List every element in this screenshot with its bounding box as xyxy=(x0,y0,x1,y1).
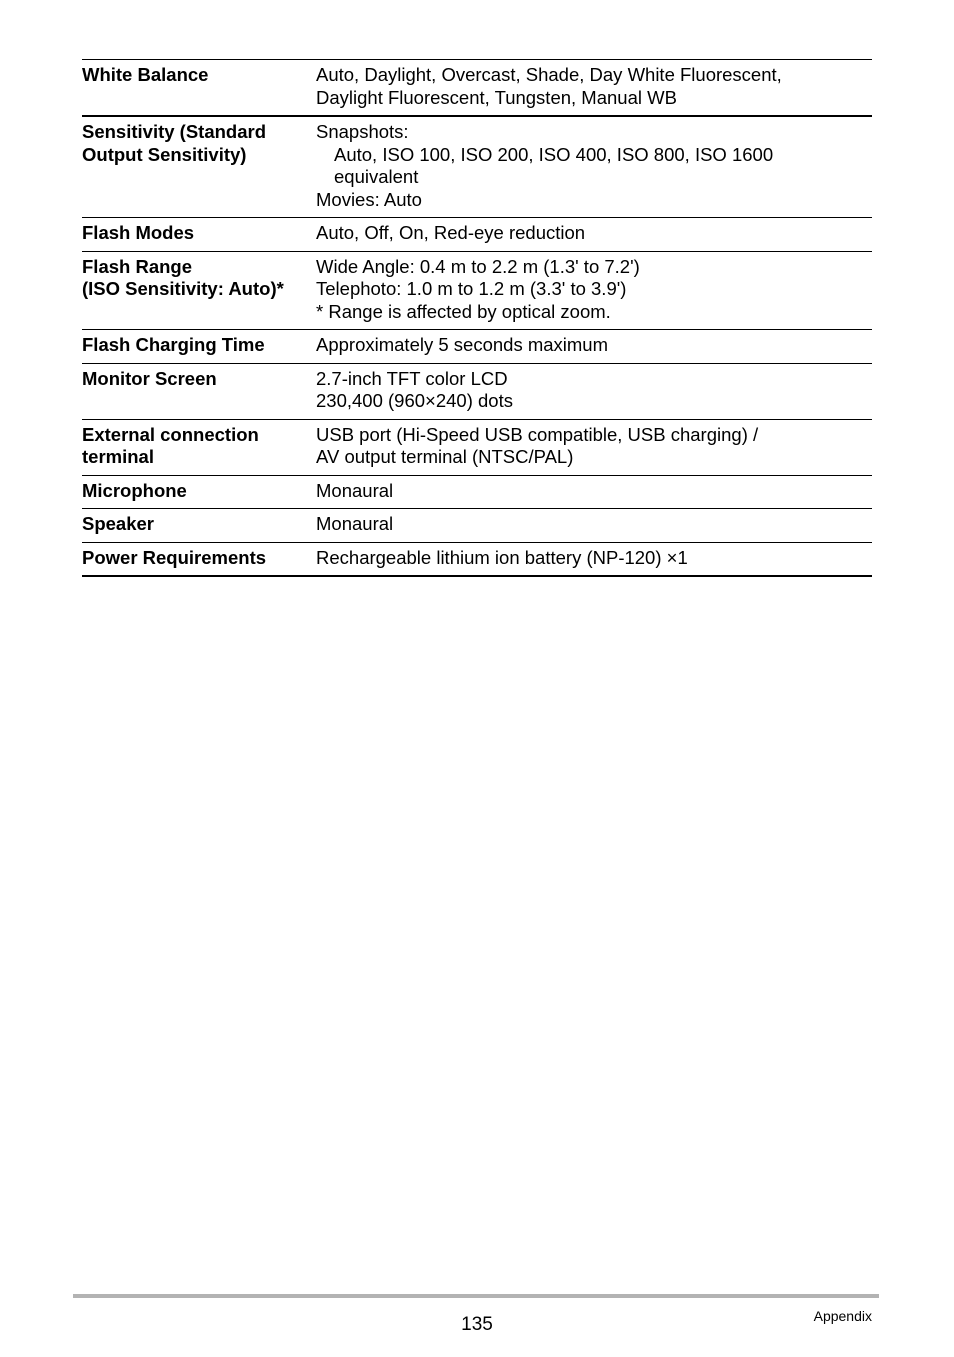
spec-label-line: terminal xyxy=(82,446,154,467)
spec-label xyxy=(82,334,316,357)
spec-value-line: USB port (Hi-Speed USB compatible, USB charging) / xyxy=(316,423,759,445)
spec-row-flash-charging-time xyxy=(82,330,872,364)
spec-row-power-requirements xyxy=(82,543,872,578)
spec-value-line: Approximately 5 seconds maximum xyxy=(316,334,608,355)
spec-label xyxy=(82,368,316,413)
spec-value-line: AV output terminal (NTSC/PAL) xyxy=(316,446,574,467)
spec-value xyxy=(316,424,872,469)
spec-value xyxy=(316,480,872,503)
spec-row-monitor-screen xyxy=(82,364,872,420)
spec-value xyxy=(316,547,872,570)
spec-row-flash-modes xyxy=(82,218,872,252)
spec-label-line: White Balance xyxy=(82,64,209,85)
spec-value-line: Daylight Fluorescent, Tungsten, Manual WB xyxy=(316,86,677,108)
spec-value-line: Auto, Daylight, Overcast, Shade, Day White Fluorescent, xyxy=(316,64,782,85)
spec-value xyxy=(316,334,872,357)
spec-row-microphone xyxy=(82,476,872,510)
spec-label xyxy=(82,222,316,245)
spec-label-line: Microphone xyxy=(82,479,187,501)
spec-row-speaker xyxy=(82,509,872,543)
spec-value-line: Snapshots: xyxy=(316,121,409,142)
spec-value xyxy=(316,64,872,109)
section-name: Appendix xyxy=(813,1308,872,1324)
spec-value-line: Auto, ISO 100, ISO 200, ISO 400, ISO 800, ISO 1600 xyxy=(334,143,774,165)
spec-row-sensitivity xyxy=(82,117,872,218)
spec-value xyxy=(316,256,872,324)
spec-value-line: Auto, Off, On, Red-eye reduction xyxy=(316,222,586,243)
spec-label-line: Output Sensitivity) xyxy=(82,143,247,165)
spec-value-line: Movies: Auto xyxy=(316,188,422,210)
spec-row-flash-range xyxy=(82,252,872,331)
spec-label xyxy=(82,121,316,211)
spec-label-line: (ISO Sensitivity: Auto)* xyxy=(82,278,284,299)
spec-label xyxy=(82,64,316,109)
footer-divider xyxy=(73,1294,879,1298)
spec-value-line: Telephoto: 1.0 m to 1.2 m (3.3' to 3.9') xyxy=(316,278,627,299)
spec-value-line: Monaural xyxy=(316,479,394,501)
spec-label xyxy=(82,547,316,570)
spec-label-line: Flash Charging Time xyxy=(82,334,265,355)
spec-value-line: equivalent xyxy=(334,166,419,187)
spec-value xyxy=(316,513,872,536)
spec-label-line: Sensitivity (Standard xyxy=(82,121,267,142)
spec-value-line: Rechargeable lithium ion battery (NP-120) ×1 xyxy=(316,546,688,568)
spec-label xyxy=(82,513,316,536)
spec-row-white-balance xyxy=(82,60,872,117)
spec-value xyxy=(316,222,872,245)
spec-label xyxy=(82,424,316,469)
spec-value-line: Monaural xyxy=(316,513,394,534)
page-number: 135 xyxy=(461,1314,493,1335)
spec-table xyxy=(82,59,872,577)
spec-label-line: Power Requirements xyxy=(82,546,267,568)
spec-value-line: 230,400 (960×240) dots xyxy=(316,390,513,411)
spec-label-line: Flash Modes xyxy=(82,222,195,243)
spec-label-line: External connection xyxy=(82,423,259,445)
spec-row-external-connection xyxy=(82,420,872,476)
spec-label xyxy=(82,256,316,324)
spec-value-line: 2.7-inch TFT color LCD xyxy=(316,367,508,389)
spec-label xyxy=(82,480,316,503)
spec-value xyxy=(316,368,872,413)
spec-label-line: Speaker xyxy=(82,513,154,534)
spec-label-line: Monitor Screen xyxy=(82,367,217,389)
spec-footnote: * Range is affected by optical zoom. xyxy=(316,300,611,322)
spec-value xyxy=(316,121,872,211)
spec-value-line: Wide Angle: 0.4 m to 2.2 m (1.3' to 7.2') xyxy=(316,255,640,277)
spec-label-line: Flash Range xyxy=(82,255,192,277)
